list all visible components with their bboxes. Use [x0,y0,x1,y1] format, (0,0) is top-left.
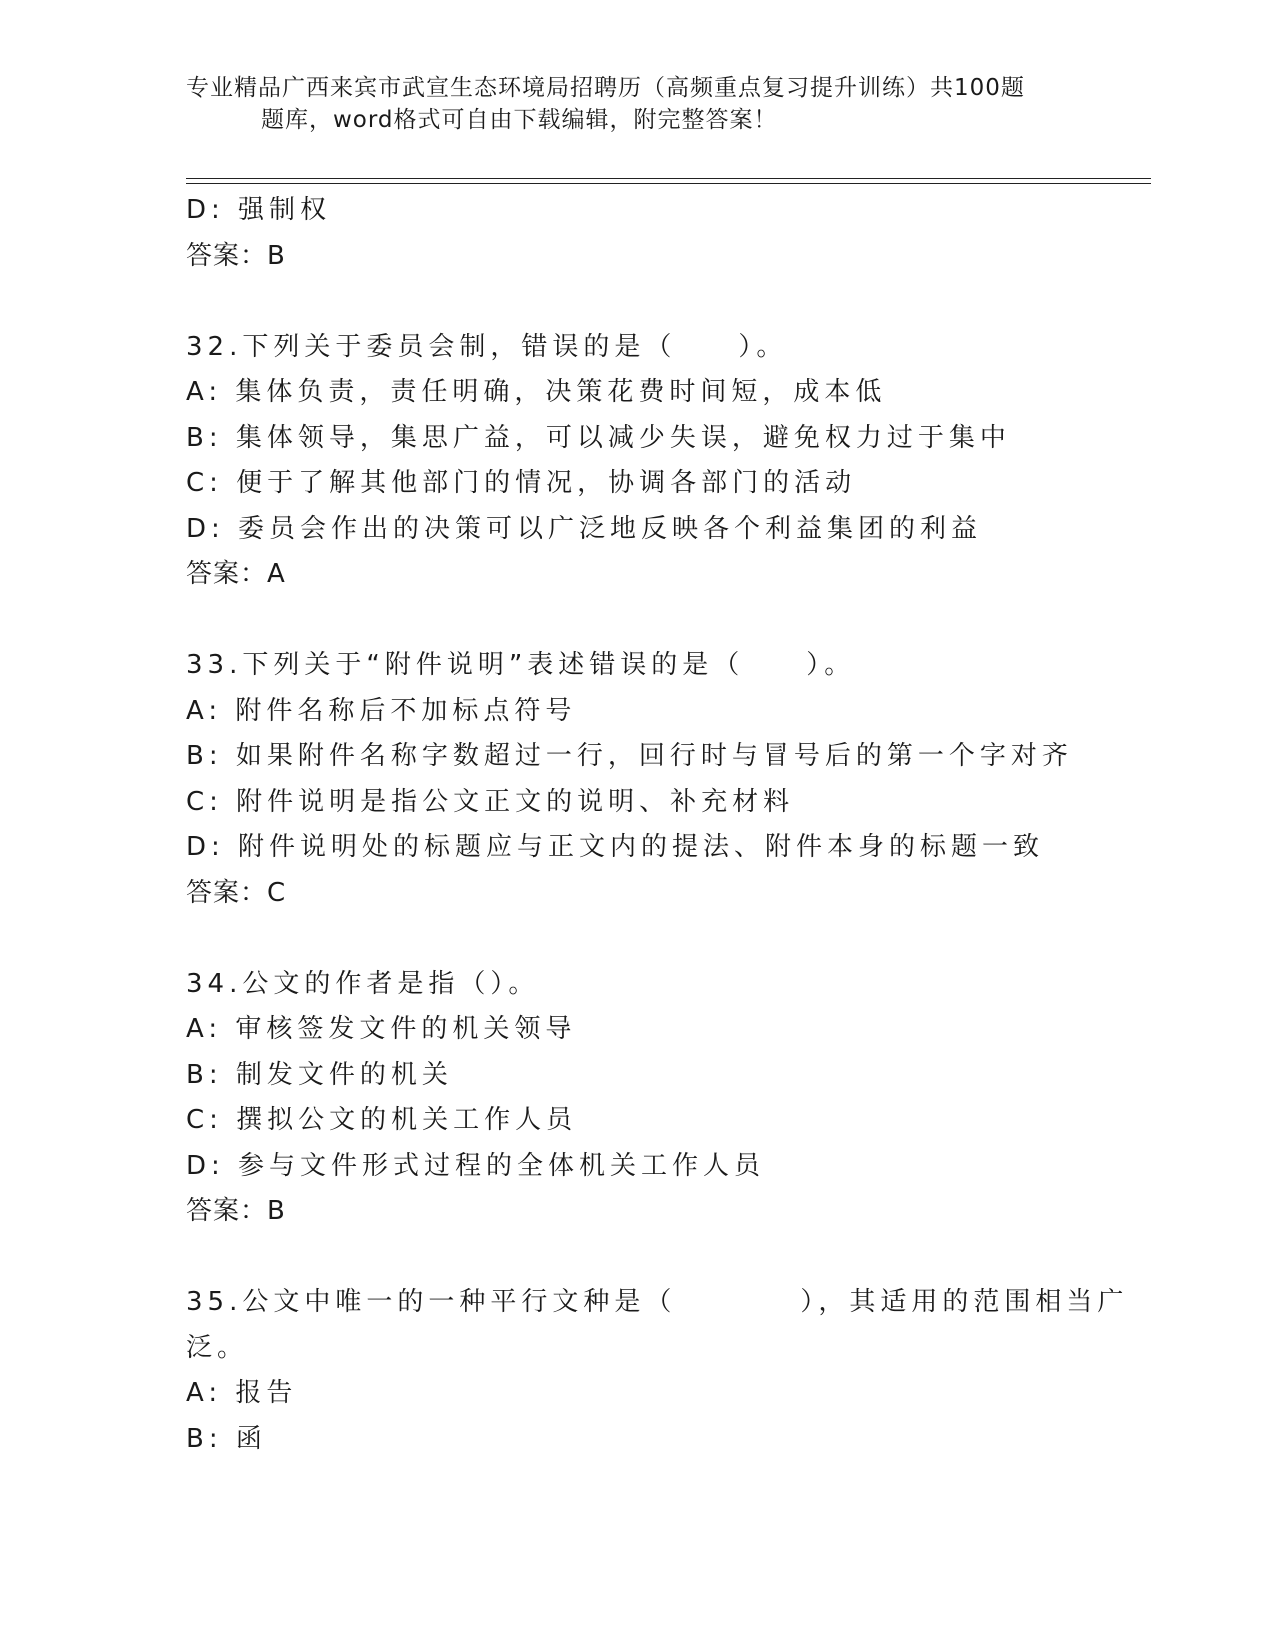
option-c: C: 便于了解其他部门的情况，协调各部门的活动 [186,468,857,498]
answer-line: 答案：B [186,240,286,271]
option-a: A: 审核签发文件的机关领导 [186,1014,577,1044]
question-stem-34: 34.公文的作者是指（）。 [186,968,540,999]
header-title-line2: 题库，word格式可自由下载编辑，附完整答案！ [261,107,778,133]
answer-line: 答案：C [186,877,287,908]
question-stem-32: 32.下列关于委员会制，错误的是（ ）。 [186,331,788,362]
option-a: A: 报告 [186,1378,298,1408]
answer-line: 答案：B [186,1196,286,1226]
question-stem-35-line2: 泛。 [186,1332,249,1363]
question-stem-33: 33.下列关于“附件说明”表述错误的是（ ）。 [186,650,856,680]
option-d: D: 附件说明处的标题应与正文内的提法、附件本身的标题一致 [186,832,1045,862]
option-d: D: 委员会作出的决策可以广泛地反映各个利益集团的利益 [186,513,983,544]
question-stem-35-line1: 35.公文中唯一的一种平行文种是（ ），其适用的范围相当广 [186,1287,1129,1317]
header-title-line1: 专业精品广西来宾市武宣生态环境局招聘历（高频重点复习提升训练）共100题 [186,75,1025,101]
option-b: B: 如果附件名称字数超过一行，回行时与冒号后的第一个字对齐 [186,741,1073,771]
option-a: A: 附件名称后不加标点符号 [186,695,577,726]
document-header [186,72,1076,136]
answer-line: 答案：A [186,559,286,589]
option-d: D: 参与文件形式过程的全体机关工作人员 [186,1150,766,1181]
header-divider-bottom [186,183,1151,184]
option-b: B: 集体领导，集思广益，可以减少失误，避免权力过于集中 [186,422,1011,453]
option-b: B: 函 [186,1423,267,1454]
header-divider-top [186,178,1151,179]
question-list [186,188,1129,1462]
option-a: A: 集体负责，责任明确，决策花费时间短，成本低 [186,377,887,407]
option-c: C: 附件说明是指公文正文的说明、补充材料 [186,786,795,817]
option-c: C: 撰拟公文的机关工作人员 [186,1105,578,1135]
option-d: D: 强制权 [186,195,332,225]
option-b: B: 制发文件的机关 [186,1059,453,1090]
